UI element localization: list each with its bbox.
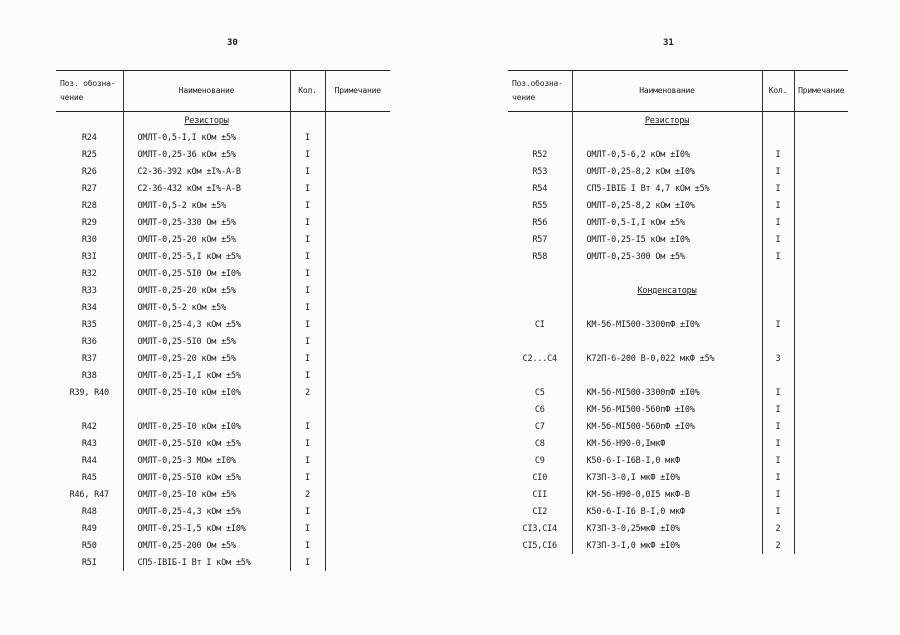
note-cell: [325, 316, 390, 333]
pos-cell: [508, 333, 572, 350]
table-row: [508, 163, 848, 180]
pos-cell: R54: [532, 183, 548, 194]
qty-cell: [762, 299, 794, 316]
note-cell: [325, 418, 390, 435]
qty-cell: I: [762, 231, 794, 248]
qty-cell: I: [762, 146, 794, 163]
qty-cell: I: [762, 163, 794, 180]
qty-cell: [762, 112, 794, 130]
pos-cell: [56, 112, 123, 130]
name-cell: ОМЛТ-0,5-6,2 кОм ±I0%: [572, 146, 762, 163]
name-cell: ОМЛТ-0,25-20 кОм ±5%: [123, 231, 290, 248]
note-cell: [325, 214, 390, 231]
qty-cell: I: [290, 333, 325, 350]
pos-cell: R5I: [81, 557, 97, 568]
pos-cell: R43: [81, 438, 97, 449]
note-cell: [794, 401, 848, 418]
table-row: [56, 350, 390, 367]
note-cell: [794, 418, 848, 435]
qty-cell: I: [762, 418, 794, 435]
header-pos: Поз.обозна-чение: [508, 71, 572, 112]
qty-cell: [762, 367, 794, 384]
name-cell: ОМЛТ-0,25-3 МОм ±I0%: [123, 452, 290, 469]
qty-cell: I: [762, 452, 794, 469]
table-row: [56, 282, 390, 299]
pos-cell: R42: [81, 421, 97, 432]
section-row: [56, 112, 390, 130]
right-page: [450, 0, 900, 635]
note-cell: [325, 146, 390, 163]
name-cell: ОМЛТ-0,25-8,2 кОм ±I0%: [572, 197, 762, 214]
table-row: [508, 197, 848, 214]
name-cell: ОМЛТ-0,25-I,I кОм ±5%: [123, 367, 290, 384]
qty-cell: I: [290, 146, 325, 163]
name-cell: [572, 129, 762, 146]
table-row: [56, 367, 390, 384]
section-title: Резисторы: [184, 115, 229, 126]
table-row: [56, 163, 390, 180]
qty-cell: I: [290, 503, 325, 520]
name-cell: КМ-5б-МI500-560пФ ±I0%: [572, 401, 762, 418]
section-row: [508, 112, 848, 130]
blank-row: [508, 265, 848, 282]
qty-cell: I: [762, 435, 794, 452]
pos-cell: R24: [81, 132, 97, 143]
qty-cell: [290, 112, 325, 130]
table-row: [508, 520, 848, 537]
note-cell: [325, 469, 390, 486]
name-cell: С2-36-392 кОм ±I%-А-В: [123, 163, 290, 180]
pos-cell: CI: [534, 319, 545, 330]
pos-cell: R53: [532, 166, 548, 177]
pos-cell: CI5,CI6: [522, 540, 557, 551]
table-row: [56, 333, 390, 350]
name-cell: ОМЛТ-0,25-5I0 Ом ±5%: [123, 333, 290, 350]
header-note: Примечание: [794, 71, 848, 112]
note-cell: [325, 554, 390, 571]
note-cell: [794, 112, 848, 130]
name-cell: С2-36-432 кОм ±I%-А-В: [123, 180, 290, 197]
name-cell: ОМЛТ-0,25-I0 кОм ±I0%: [123, 418, 290, 435]
qty-cell: I: [290, 214, 325, 231]
table-row: [508, 401, 848, 418]
table-row: [56, 452, 390, 469]
pos-cell: C7: [534, 421, 545, 432]
qty-cell: I: [290, 435, 325, 452]
qty-cell: I: [290, 299, 325, 316]
name-cell: КМ-5б-МI500-3300пФ ±I0%: [572, 316, 762, 333]
name-cell: КМ-5б-МI500-560пФ ±I0%: [572, 418, 762, 435]
qty-cell: [762, 265, 794, 282]
qty-cell: I: [290, 197, 325, 214]
qty-cell: I: [762, 197, 794, 214]
pos-cell: R56: [532, 217, 548, 228]
table-row: [508, 231, 848, 248]
note-cell: [325, 163, 390, 180]
note-cell: [325, 452, 390, 469]
qty-cell: I: [290, 418, 325, 435]
note-cell: [794, 299, 848, 316]
qty-cell: I: [290, 537, 325, 554]
qty-cell: I: [290, 367, 325, 384]
name-cell: КМ-5б-МI500-3300пФ ±I0%: [572, 384, 762, 401]
name-cell: ОМЛТ-0,25-5,I кОм ±5%: [123, 248, 290, 265]
note-cell: [794, 282, 848, 299]
name-cell: ОМЛТ-0,25-4,3 кОм ±5%: [123, 316, 290, 333]
table-row: [508, 384, 848, 401]
note-cell: [794, 537, 848, 554]
qty-cell: I: [290, 231, 325, 248]
name-cell: ОМЛТ-0,25-8,2 кОм ±I0%: [572, 163, 762, 180]
table-row: [508, 146, 848, 163]
table-row: [56, 316, 390, 333]
note-cell: [794, 486, 848, 503]
qty-cell: I: [762, 248, 794, 265]
note-cell: [325, 112, 390, 130]
pos-cell: CI0: [532, 472, 548, 483]
table-row: [56, 265, 390, 282]
name-cell: ОМЛТ-0,25-36 кОм ±5%: [123, 146, 290, 163]
qty-cell: I: [762, 503, 794, 520]
table-row: [56, 469, 390, 486]
note-cell: [794, 384, 848, 401]
pos-cell: C6: [534, 404, 545, 415]
note-cell: [794, 333, 848, 350]
header-note: Примечание: [325, 71, 390, 112]
pos-cell: R37: [81, 353, 97, 364]
table-row: [508, 503, 848, 520]
name-cell: К73П-3-0,I мкФ ±I0%: [572, 469, 762, 486]
note-cell: [794, 452, 848, 469]
table-row: [56, 418, 390, 435]
table-row: [56, 146, 390, 163]
pos-cell: [508, 367, 572, 384]
qty-cell: 2: [290, 486, 325, 503]
note-cell: [325, 129, 390, 146]
name-cell: ОМЛТ-0,25-I0 кОм ±5%: [123, 486, 290, 503]
table-row: [56, 129, 390, 146]
table-row: [508, 316, 848, 333]
blank-row: [56, 401, 390, 418]
blank-row: [508, 129, 848, 146]
name-cell: ОМЛТ-0,25-20 кОм ±5%: [123, 282, 290, 299]
name-cell: ОМЛТ-0,25-4,3 кОм ±5%: [123, 503, 290, 520]
qty-cell: 2: [762, 537, 794, 554]
qty-cell: [762, 282, 794, 299]
table-header-row: [56, 71, 390, 112]
pos-cell: R28: [81, 200, 97, 211]
note-cell: [794, 435, 848, 452]
qty-cell: I: [762, 384, 794, 401]
qty-cell: I: [290, 520, 325, 537]
note-cell: [794, 146, 848, 163]
qty-cell: I: [290, 180, 325, 197]
note-cell: [794, 163, 848, 180]
name-cell: ОМЛТ-0,25-300 Ом ±5%: [572, 248, 762, 265]
pos-cell: C2...C4: [522, 353, 557, 364]
note-cell: [325, 265, 390, 282]
table-row: [508, 469, 848, 486]
qty-cell: I: [290, 248, 325, 265]
note-cell: [794, 180, 848, 197]
table-row: [508, 248, 848, 265]
pos-cell: R46, R47: [69, 489, 109, 500]
qty-cell: I: [290, 469, 325, 486]
note-cell: [325, 197, 390, 214]
qty-cell: I: [290, 554, 325, 571]
spec-table: [56, 70, 390, 571]
note-cell: [325, 350, 390, 367]
page-number: 31: [663, 38, 674, 48]
pos-cell: R48: [81, 506, 97, 517]
pos-cell: R49: [81, 523, 97, 534]
table-row: [508, 214, 848, 231]
note-cell: [794, 503, 848, 520]
header-qty: Кол.: [762, 71, 794, 112]
note-cell: [325, 503, 390, 520]
header-pos: Поз. обозна-чение: [56, 71, 123, 112]
name-cell: ОМЛТ-0,25-330 Ом ±5%: [123, 214, 290, 231]
note-cell: [325, 384, 390, 401]
blank-row: [508, 367, 848, 384]
name-cell: ОМЛТ-0,25-5I0 кОм ±5%: [123, 469, 290, 486]
pos-cell: [508, 299, 572, 316]
pos-cell: C5: [534, 387, 545, 398]
table-row: [56, 384, 390, 401]
name-cell: [123, 112, 290, 130]
pos-cell: [508, 265, 572, 282]
pos-cell: R52: [532, 149, 548, 160]
note-cell: [325, 367, 390, 384]
pos-cell: [56, 401, 123, 418]
table-row: [508, 537, 848, 554]
name-cell: ОМЛТ-0,25-5I0 Ом ±I0%: [123, 265, 290, 282]
note-cell: [325, 537, 390, 554]
qty-cell: I: [290, 316, 325, 333]
table-row: [56, 486, 390, 503]
name-cell: [572, 112, 762, 130]
note-cell: [325, 299, 390, 316]
name-cell: [572, 299, 762, 316]
spec-table: [508, 70, 848, 554]
name-cell: [572, 282, 762, 299]
name-cell: ОМЛТ-0,25-I,5 кОм ±I0%: [123, 520, 290, 537]
note-cell: [325, 486, 390, 503]
pos-cell: R29: [81, 217, 97, 228]
qty-cell: I: [290, 265, 325, 282]
name-cell: [572, 333, 762, 350]
note-cell: [325, 282, 390, 299]
pos-cell: C8: [534, 438, 545, 449]
name-cell: ОМЛТ-0,25-5I0 кОм ±5%: [123, 435, 290, 452]
name-cell: ОМЛТ-0,5-I,I кОм ±5%: [123, 129, 290, 146]
name-cell: ОМЛТ-0,25-I5 кОм ±I0%: [572, 231, 762, 248]
pos-cell: R33: [81, 285, 97, 296]
pos-cell: R3I: [81, 251, 97, 262]
pos-cell: C9: [534, 455, 545, 466]
blank-row: [508, 333, 848, 350]
name-cell: СП5-IВIБ I Вт 4,7 кОм ±5%: [572, 180, 762, 197]
qty-cell: [762, 333, 794, 350]
pos-cell: CII: [532, 489, 548, 500]
pos-cell: R44: [81, 455, 97, 466]
pos-cell: R32: [81, 268, 97, 279]
pos-cell: [508, 112, 572, 130]
name-cell: ОМЛТ-0,25-20 кОм ±5%: [123, 350, 290, 367]
section-title: Резисторы: [644, 115, 690, 126]
note-cell: [325, 435, 390, 452]
section-title: Конденсаторы: [637, 285, 697, 296]
header-qty: Кол.: [290, 71, 325, 112]
name-cell: К50-6-I-I6В-I,0 мкФ: [572, 452, 762, 469]
pos-cell: CI3,CI4: [522, 523, 557, 534]
table-row: [508, 452, 848, 469]
table-row: [56, 231, 390, 248]
qty-cell: [290, 401, 325, 418]
qty-cell: I: [290, 129, 325, 146]
table-row: [56, 537, 390, 554]
qty-cell: I: [762, 401, 794, 418]
qty-cell: I: [762, 486, 794, 503]
pos-cell: [508, 129, 572, 146]
name-cell: [123, 401, 290, 418]
pos-cell: R26: [81, 166, 97, 177]
table-row: [56, 214, 390, 231]
qty-cell: I: [762, 180, 794, 197]
note-cell: [325, 333, 390, 350]
note-cell: [794, 248, 848, 265]
qty-cell: I: [290, 163, 325, 180]
name-cell: ОМЛТ-0,5-2 кОм ±5%: [123, 197, 290, 214]
name-cell: ОМЛТ-0,5-2 кОм ±5%: [123, 299, 290, 316]
name-cell: К50-6-I-I6 В-I,0 мкФ: [572, 503, 762, 520]
note-cell: [794, 197, 848, 214]
note-cell: [794, 265, 848, 282]
qty-cell: I: [290, 452, 325, 469]
qty-cell: I: [762, 316, 794, 333]
note-cell: [325, 520, 390, 537]
section-row: [508, 282, 848, 299]
note-cell: [794, 367, 848, 384]
name-cell: ОМЛТ-0,5-I,I кОм ±5%: [572, 214, 762, 231]
pos-cell: R27: [81, 183, 97, 194]
note-cell: [325, 180, 390, 197]
note-cell: [794, 469, 848, 486]
table-row: [508, 435, 848, 452]
note-cell: [325, 248, 390, 265]
blank-row: [508, 299, 848, 316]
header-name: Наименование: [123, 71, 290, 112]
qty-cell: 3: [762, 350, 794, 367]
note-cell: [794, 350, 848, 367]
pos-cell: R38: [81, 370, 97, 381]
qty-cell: 2: [290, 384, 325, 401]
table-row: [508, 486, 848, 503]
qty-cell: I: [290, 350, 325, 367]
table-row: [56, 554, 390, 571]
table-row: [508, 180, 848, 197]
pos-cell: R30: [81, 234, 97, 245]
name-cell: [572, 265, 762, 282]
name-cell: СП5-IВIБ-I Вт I кОм ±5%: [123, 554, 290, 571]
name-cell: ОМЛТ-0,25-I0 кОм ±I0%: [123, 384, 290, 401]
name-cell: КМ-5б-Н90-0,IмкФ: [572, 435, 762, 452]
name-cell: К73П-3-I,0 мкФ ±I0%: [572, 537, 762, 554]
table-row: [56, 435, 390, 452]
page-number: 30: [227, 38, 238, 48]
pos-cell: R58: [532, 251, 548, 262]
table-row: [56, 197, 390, 214]
pos-cell: R57: [532, 234, 548, 245]
name-cell: КМ-5б-Н90-0,0I5 мкФ-В: [572, 486, 762, 503]
pos-cell: R25: [81, 149, 97, 160]
table-row: [508, 350, 848, 367]
qty-cell: I: [762, 469, 794, 486]
table-row: [56, 503, 390, 520]
table-row: [56, 180, 390, 197]
name-cell: ОМЛТ-0,25-200 Ом ±5%: [123, 537, 290, 554]
pos-cell: [508, 282, 572, 299]
note-cell: [794, 316, 848, 333]
name-cell: К73П-3-0,25мкФ ±I0%: [572, 520, 762, 537]
note-cell: [794, 520, 848, 537]
table-row: [56, 248, 390, 265]
header-name: Наименование: [572, 71, 762, 112]
pos-cell: R34: [81, 302, 97, 313]
table-header-row: [508, 71, 848, 112]
pos-cell: R35: [81, 319, 97, 330]
qty-cell: I: [290, 282, 325, 299]
note-cell: [325, 401, 390, 418]
note-cell: [794, 214, 848, 231]
pos-cell: R55: [532, 200, 548, 211]
note-cell: [325, 231, 390, 248]
pos-cell: CI2: [532, 506, 548, 517]
note-cell: [794, 231, 848, 248]
name-cell: К72П-6-200 В-0,022 мкФ ±5%: [572, 350, 762, 367]
table-row: [56, 520, 390, 537]
pos-cell: R39, R40: [69, 387, 109, 398]
table-row: [508, 418, 848, 435]
qty-cell: [762, 129, 794, 146]
note-cell: [794, 129, 848, 146]
pos-cell: R50: [81, 540, 97, 551]
name-cell: [572, 367, 762, 384]
pos-cell: R45: [81, 472, 97, 483]
table-row: [56, 299, 390, 316]
pos-cell: R36: [81, 336, 97, 347]
qty-cell: 2: [762, 520, 794, 537]
qty-cell: I: [762, 214, 794, 231]
